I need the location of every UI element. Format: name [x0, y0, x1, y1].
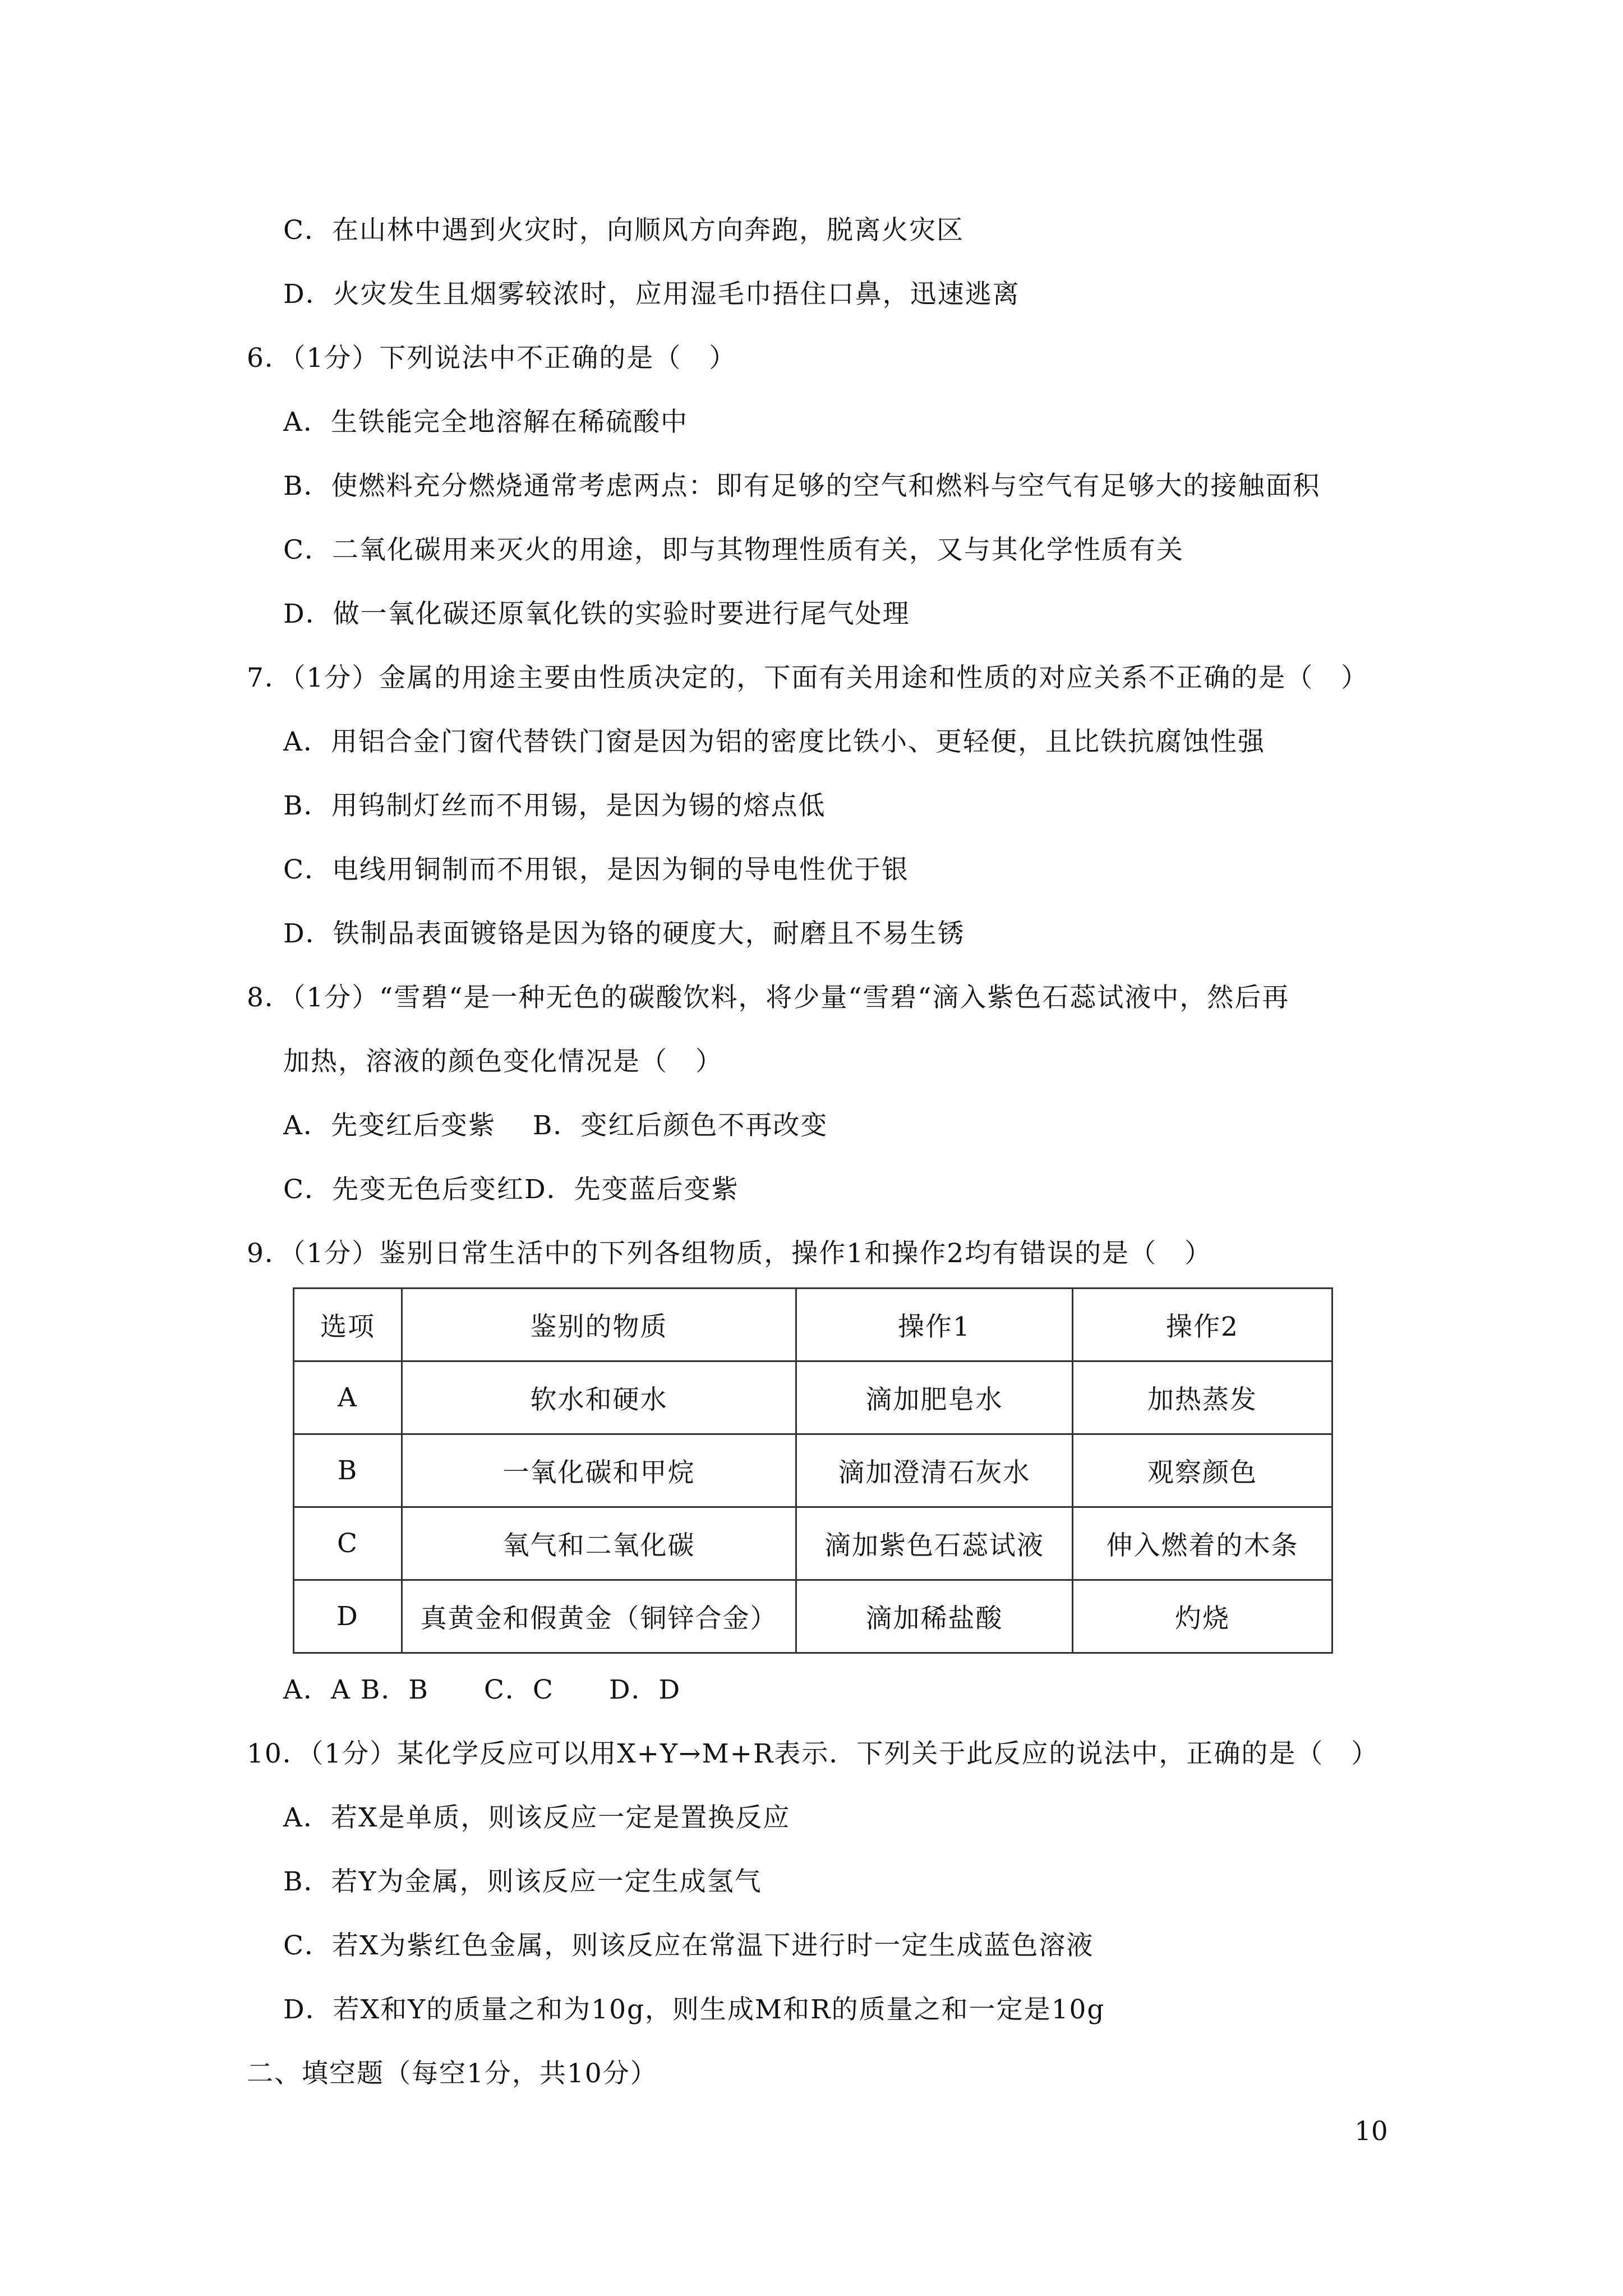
- q5-option-d: D．火灾发生且烟雾较浓时，应用湿毛巾捂住口鼻，迅速逃离: [283, 279, 1020, 310]
- table-cell: 滴加澄清石灰水: [796, 1434, 1073, 1507]
- q6-option-a: A．生铁能完全地溶解在稀硫酸中: [283, 407, 688, 438]
- table-header-cell: 选项: [294, 1289, 402, 1361]
- table-cell: 灼烧: [1073, 1580, 1332, 1653]
- table-cell: 滴加紫色石蕊试液: [796, 1507, 1073, 1580]
- q7-option-b: B．用钨制灯丝而不用锡，是因为锡的熔点低: [283, 790, 826, 821]
- table-cell: 软水和硬水: [402, 1361, 796, 1434]
- table-cell: D: [294, 1580, 402, 1653]
- question-9-table: [293, 1287, 1333, 1654]
- q7-option-c: C．电线用铜制而不用银，是因为铜的导电性优于银: [283, 854, 909, 885]
- table-header-cell: 操作1: [796, 1289, 1073, 1361]
- table-header-cell: 鉴别的物质: [402, 1289, 796, 1361]
- q8-options-cd: C．先变无色后变红D．先变蓝后变紫: [283, 1174, 739, 1205]
- table-cell: 加热蒸发: [1073, 1361, 1332, 1434]
- table-header-row: [294, 1289, 1332, 1361]
- table-cell: A: [294, 1361, 402, 1434]
- table-row: [294, 1507, 1332, 1580]
- q10-option-c: C．若X为紫红色金属，则该反应在常温下进行时一定生成蓝色溶液: [283, 1930, 1094, 1961]
- section-heading-fill-in: 二、填空题（每空1分，共10分）: [247, 2058, 658, 2089]
- q6-option-d: D．做一氧化碳还原氧化铁的实验时要进行尾气处理: [283, 599, 910, 629]
- table-cell: 真黄金和假黄金（铜锌合金）: [402, 1580, 796, 1653]
- table-cell: 观察颜色: [1073, 1434, 1332, 1507]
- q7-option-a: A．用铝合金门窗代替铁门窗是因为铝的密度比铁小、更轻便，且比铁抗腐蚀性强: [283, 726, 1265, 757]
- table-cell: 伸入燃着的木条: [1073, 1507, 1332, 1580]
- q7-option-d: D．铁制品表面镀铬是因为铬的硬度大，耐磨且不易生锈: [283, 918, 965, 949]
- page-number: 10: [1354, 2116, 1388, 2147]
- table-cell: 滴加肥皂水: [796, 1361, 1073, 1434]
- question-7-stem: 7．（1分）金属的用途主要由性质决定的，下面有关用途和性质的对应关系不正确的是（ ）: [247, 662, 1369, 693]
- question-6-stem: 6．（1分）下列说法中不正确的是（ ）: [247, 343, 737, 374]
- table-header-cell: 操作2: [1073, 1289, 1332, 1361]
- table-cell: B: [294, 1434, 402, 1507]
- question-10-stem: 10．（1分）某化学反应可以用X+Y→M+R表示．下列关于此反应的说法中，正确的是（ ）: [247, 1738, 1379, 1769]
- table-row: [294, 1580, 1332, 1653]
- q6-option-b: B．使燃料充分燃烧通常考虑两点：即有足够的空气和燃料与空气有足够大的接触面积: [283, 471, 1321, 501]
- table-cell: 滴加稀盐酸: [796, 1580, 1073, 1653]
- table-cell: C: [294, 1507, 402, 1580]
- q9-options: A．A B．B C．C D．D: [283, 1674, 681, 1705]
- q6-option-c: C．二氧化碳用来灭火的用途，即与其物理性质有关，又与其化学性质有关: [283, 535, 1184, 565]
- question-8-stem: 8．（1分）“雪碧“是一种无色的碳酸饮料，将少量“雪碧“滴入紫色石蕊试液中，然后再: [247, 982, 1290, 1013]
- table-cell: 一氧化碳和甲烷: [402, 1434, 796, 1507]
- table-row: [294, 1434, 1332, 1507]
- question-8-stem-continued: 加热，溶液的颜色变化情况是（ ）: [283, 1046, 723, 1077]
- q5-option-c: C．在山林中遇到火灾时，向顺风方向奔跑，脱离火灾区: [283, 215, 964, 246]
- question-9-stem: 9．（1分）鉴别日常生活中的下列各组物质，操作1和操作2均有错误的是（ ）: [247, 1238, 1212, 1269]
- q10-option-b: B．若Y为金属，则该反应一定生成氢气: [283, 1866, 762, 1897]
- q8-options-ab: A．先变红后变紫 B．变红后颜色不再改变: [283, 1110, 828, 1141]
- q10-option-a: A．若X是单质，则该反应一定是置换反应: [283, 1802, 791, 1833]
- q10-option-d: D．若X和Y的质量之和为10g，则生成M和R的质量之和一定是10g: [283, 1994, 1105, 2025]
- table-row: [294, 1361, 1332, 1434]
- table-cell: 氧气和二氧化碳: [402, 1507, 796, 1580]
